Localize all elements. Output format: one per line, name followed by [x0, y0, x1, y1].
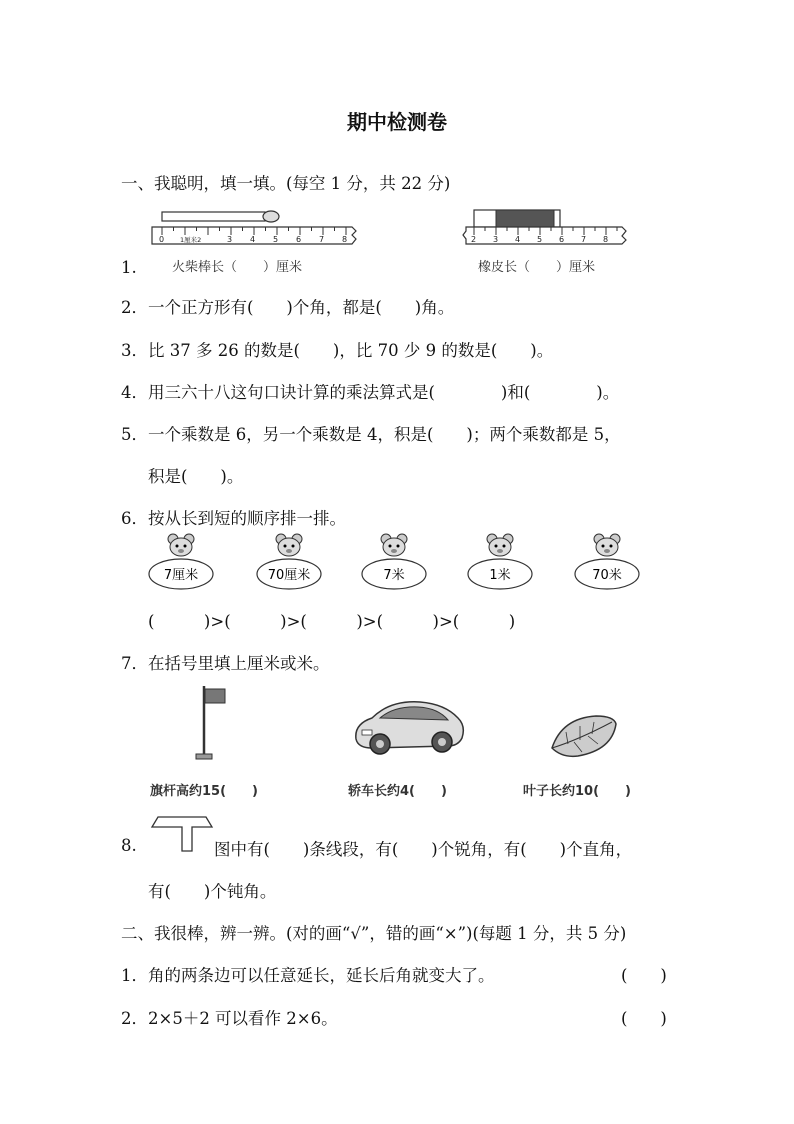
eraser-caption: 橡皮长（ ）厘米: [478, 260, 596, 275]
q5-text-line2: 积是( )。: [148, 467, 244, 486]
ruler1-tick: 4: [250, 235, 256, 244]
ruler2-tick: 6: [559, 235, 565, 244]
section2-heading: 二、我很棒，辨一辨。(对的画“√”，错的画“×”)(每题 1 分，共 5 分): [121, 924, 627, 943]
q7-text: 7．在括号里填上厘米或米。: [121, 654, 330, 673]
page-title: 期中检测卷: [347, 110, 447, 134]
oval-item: [149, 534, 213, 589]
leaf-caption: 叶子长约10( ): [523, 784, 631, 799]
flag-icon: [190, 684, 240, 764]
ruler2-tick: 5: [537, 235, 543, 244]
ruler1-tick: 3: [227, 235, 233, 244]
q8-number: 8.: [121, 836, 137, 855]
match-caption: 火柴棒长（ ）厘米: [172, 260, 303, 275]
ruler1-tick: 7: [319, 235, 325, 244]
t-shape-figure: [150, 815, 214, 855]
section1-heading: 一、我聪明，填一填。(每空 1 分，共 22 分): [121, 174, 451, 193]
ruler2-tick: 8: [603, 235, 609, 244]
oval-label: 7米: [383, 568, 405, 583]
oval-label: 70厘米: [267, 568, 311, 583]
judge-bracket-1: ( ): [621, 966, 667, 985]
flag-caption: 旗杆高约15( ): [150, 784, 258, 799]
oval-item: [575, 534, 639, 589]
car-icon: [350, 694, 470, 764]
judge-item-1: 1．角的两条边可以任意延长，延长后角就变大了。: [121, 966, 495, 985]
q4-text: 4．用三六十八这句口诀计算的乘法算式是( )和( )。: [121, 383, 620, 402]
q5-text-line1: 5．一个乘数是 6，另一个乘数是 4，积是( )；两个乘数都是 5，: [121, 425, 621, 444]
oval-item: [257, 534, 321, 589]
oval-item: [468, 534, 532, 589]
car-caption: 轿车长约4( ): [348, 784, 447, 799]
ruler2-tick: 7: [581, 235, 587, 244]
ruler2-tick: 4: [515, 235, 521, 244]
ruler1-tick: 1厘米2: [180, 236, 202, 244]
q2-text: 2．一个正方形有( )个角，都是( )角。: [121, 298, 455, 317]
ruler2-tick: 2: [471, 235, 477, 244]
q8-text-line1: 图中有( )条线段，有( )个锐角，有( )个直角，: [214, 840, 633, 859]
leaf-icon: [548, 712, 620, 762]
ruler1-tick: 8: [342, 235, 348, 244]
oval-label: 7厘米: [163, 568, 199, 583]
oval-item: [362, 534, 426, 589]
judge-bracket-2: ( ): [621, 1009, 667, 1028]
ruler1-tick: 5: [273, 235, 279, 244]
length-ovals-figure: [140, 533, 650, 593]
ruler1-tick: 6: [296, 235, 302, 244]
ruler1-tick: 0: [159, 235, 165, 244]
q6-order-line: ( )>( )>( )>( )>( ): [148, 612, 516, 631]
q1-number: 1.: [121, 258, 137, 277]
match-ruler-figure: [150, 208, 360, 250]
q6-text: 6．按从长到短的顺序排一排。: [121, 509, 346, 528]
eraser-ruler-figure: [462, 208, 632, 250]
oval-label: 1米: [489, 568, 511, 583]
oval-label: 70米: [592, 568, 622, 583]
ruler2-tick: 3: [493, 235, 499, 244]
judge-item-2: 2．2×5＋2 可以看作 2×6。: [121, 1009, 338, 1028]
q8-text-line2: 有( )个钝角。: [148, 882, 277, 901]
q3-text: 3．比 37 多 26 的数是( )，比 70 少 9 的数是( )。: [121, 341, 554, 360]
